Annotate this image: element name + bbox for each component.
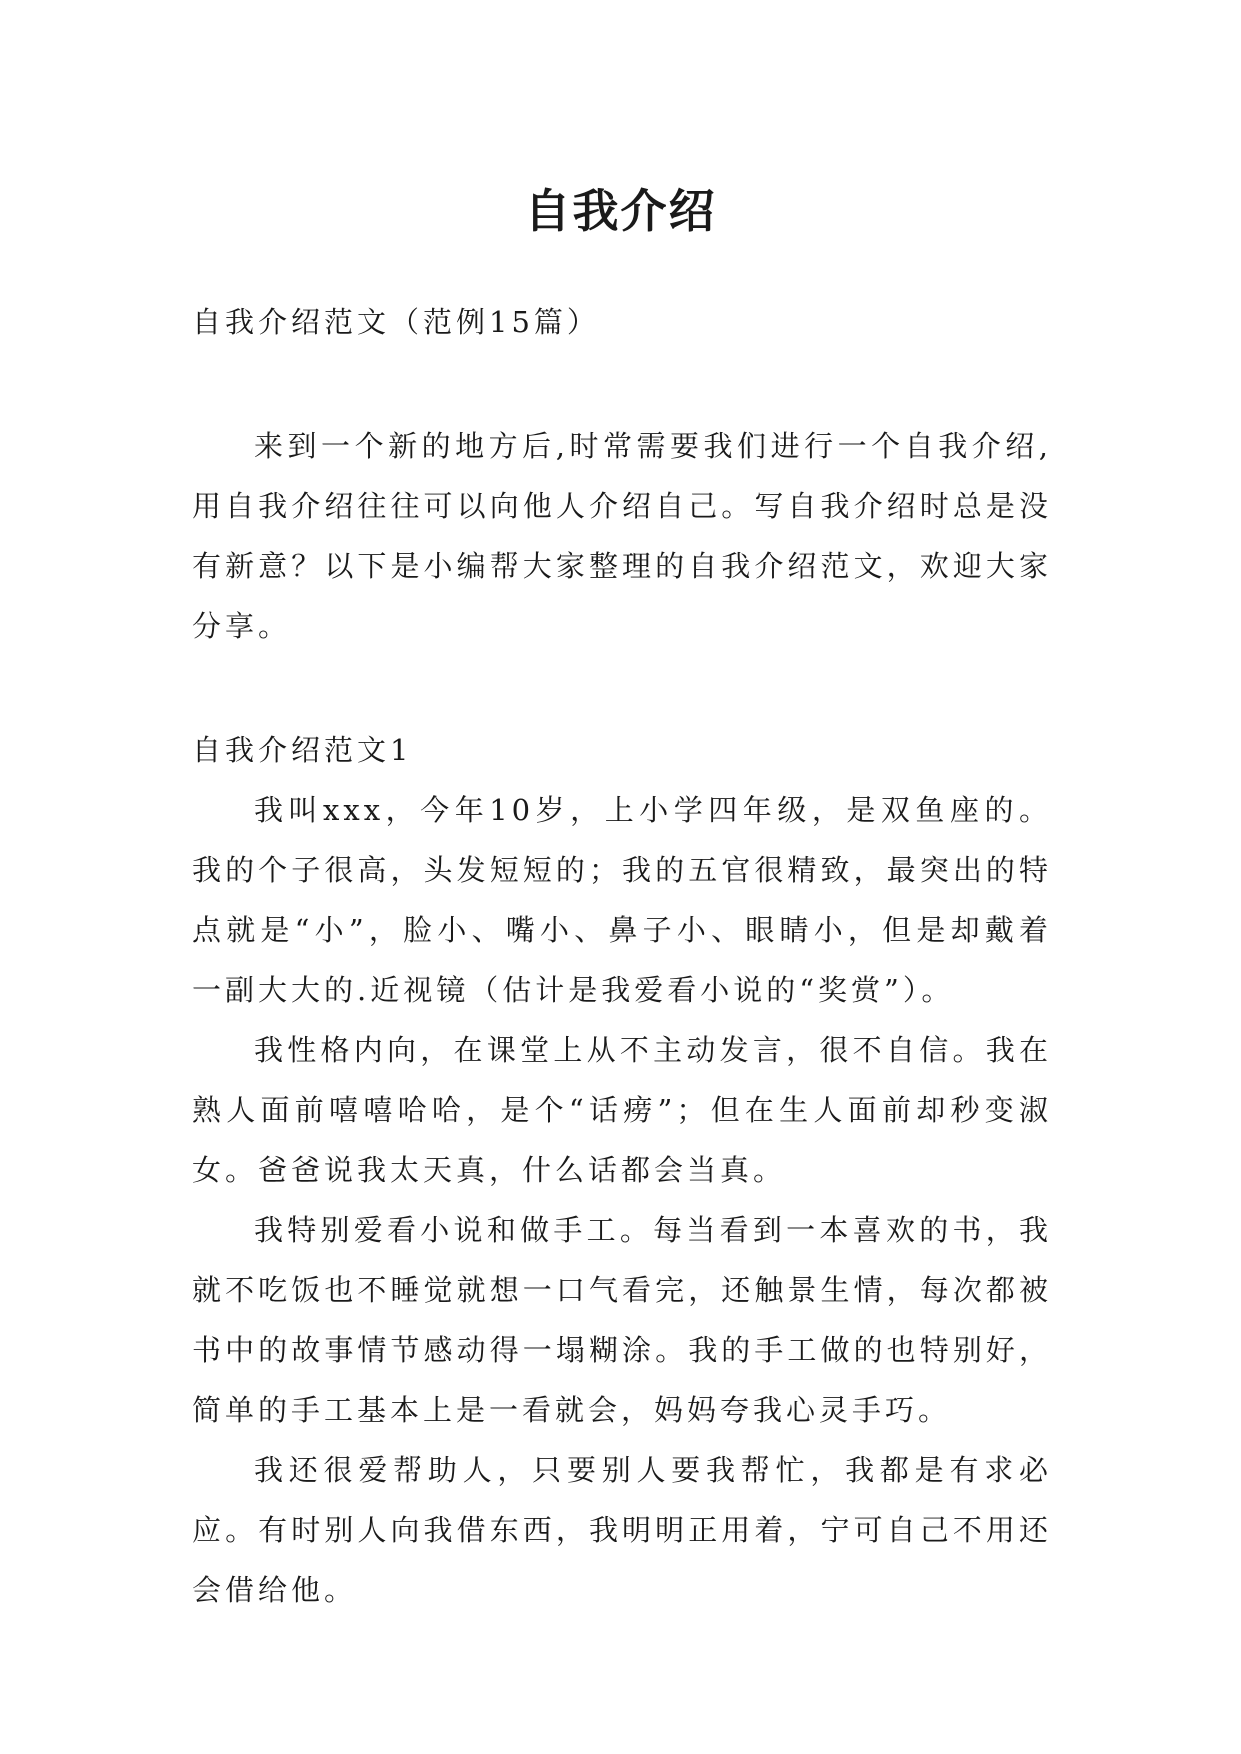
body-paragraph: 我特别爱看小说和做手工。每当看到一本喜欢的书，我就不吃饭也不睡觉就想一口气看完，还触景生情，每次都被书中的故事情节感动得一塌糊涂。我的手工做的也特别好，简单的手工基本上是一看就会，妈妈夸我心灵手巧。 xyxy=(192,1213,1052,1427)
body-paragraph: 我还很爱帮助人，只要别人要我帮忙，我都是有求必应。有时别人向我借东西，我明明正用着，宁可自己不用还会借给他。 xyxy=(192,1453,1052,1607)
document-subtitle: 自我介绍范文（范例15篇） xyxy=(192,305,600,339)
document-body xyxy=(192,292,1052,1620)
section-heading: 自我介绍范文1 xyxy=(192,733,413,767)
intro-paragraph: 来到一个新的地方后,时常需要我们进行一个自我介绍,用自我介绍往往可以向他人介绍自己。写自我介绍时总是没有新意？以下是小编帮大家整理的自我介绍范文，欢迎大家分享。 xyxy=(192,429,1052,643)
body-paragraph: 我叫xxx，今年10岁，上小学四年级，是双鱼座的。我的个子很高，头发短短的；我的五官很精致，最突出的特点就是“小”，脸小、嘴小、鼻子小、眼睛小，但是却戴着一副大大的.近视镜（估计是我爱看小说的“奖赏”）。 xyxy=(192,793,1052,1007)
body-paragraph: 我性格内向，在课堂上从不主动发言，很不自信。我在熟人面前嘻嘻哈哈，是个“话痨”；但在生人面前却秒变淑女。爸爸说我太天真，什么话都会当真。 xyxy=(192,1033,1052,1187)
spacer xyxy=(192,352,1052,416)
page-title: 自我介绍 xyxy=(524,183,717,238)
spacer xyxy=(192,656,1052,720)
